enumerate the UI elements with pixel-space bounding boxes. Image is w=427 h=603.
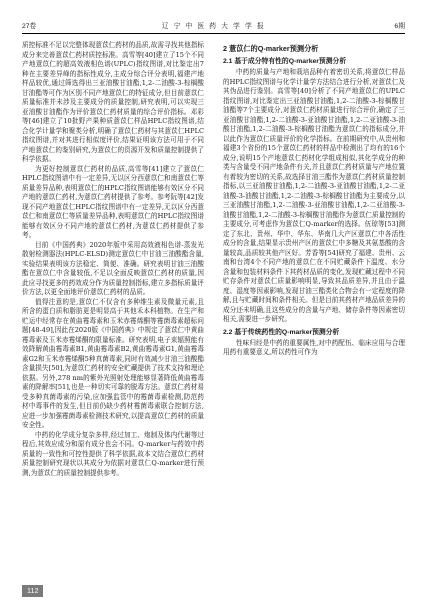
paragraph: 性味归经是中药的重要属性,对中药配伍、临床应用与合理用药有重要意义,所以药性可作为: [223, 338, 405, 356]
page-number: 112: [22, 585, 43, 597]
subsection-heading: 2.2 基于传统药性的Q-marker预测分析: [223, 328, 340, 336]
paragraph: 中药的质量与产地和栽培品种有着密切关系,将薏苡仁样品的HPLC指纹图谱与化学计量学方法结合进行分析,对薏苡仁及其伪品进行鉴别。高雪等[40]分析了不同产地薏苡仁的UPLC指纹图谱,对比鉴定出三亚油酸甘油酯,1,2-二油酸-3-棕榈酸甘油酯等7个主要成分,对薏苡仁药材质量进行综合评价,确定了三亚油酸甘油酯,1,2-二油酸-3-亚油酸甘油酯,1,2-二亚油酸-3-油酸甘油酯,1,2-二油酸-3-棕榈酸甘油酯为薏苡仁的指标成分,并以此作为薏苡仁质量评价的化学指标。在前期研究中,从贵州和福建3个省份的15个薏苡仁药材的样品中检测出了均有的16个成分,说明15个产地薏苡仁药材化学组成相似,其化学成分的种类与含量受不同产地条件有关,并且薏苡仁药材质量与产地位置有着较为密切的关系,故选择甘油三酯作为薏苡仁药材质量控制指标,以三亚油酸甘油酯,1,2-二油酸-3-亚油酸甘油酯,1,2-二亚油酸-3-油酸甘油酯,1,2-二油酸-3-棕榈酸甘油酯为主要成分,以三亚油酸甘油酯,1,2-二油酸-3-亚油酸甘油酯,1,2-二亚油酸-3-油酸甘油酯,1,2-二油酸-3-棕榈酸甘油酯作为薏苡仁质量控制的主要成分,可考虑作为薏苡仁Q-marker的选择。伍琼等[53]测定了东北、贵州、华中、华东、华南几大产区薏苡仁中各活性成分的含量,结果显示贵州产区的薏苡仁中多糖及其氨基酸的含量较高,品质较其他产区好。芳香等[54]研究了福建、贵州、云南和台湾4个不同产地的薏苡仁在不同贮藏条件下温度、水分含量和包装材料条件下其药材品质的变化,发现贮藏过程中不同贮存条件对薏苡仁质量影响明显,导致其品质差异,并且由于温度、湿度等因素影响,发现甘油三酯类化合物会有一定程度的降解,且与贮藏时间和条件相关。但是目前其药材产地品质差异的成分还未明确,且这些成分的含量与产地、储存条件等因素密切相关,需要进一步研究。: [223, 68, 405, 323]
paragraph: 值得注意的是,薏苡仁不仅含有多种维生素及微量元素,且所含的蛋白质和脂肪更是明显高于其他禾本科植物。在生产和贮运中经常存在黄曲霉毒素和玉米赤霉烯酮等霉菌毒素超标问题[48-49],因此在2020版《中国药典》中规定了薏苡仁中黄曲霉毒素及玉米赤霉烯酮的限量标准。研究表明,电子束辐照能有效降解黄曲霉毒素B1,黄曲霉毒素B2,黄曲霉毒素G1,黄曲霉毒素G2和玉米赤霉烯酮5种真菌毒素,同时有效减少甘油三油酸酯含量损失[50],为薏苡仁药材的安全贮藏提供了技术支持和理论依据。另外,278 nm的紫外光照射处理能够显著降低黄曲霉毒素的降解率[51],也是一种切实可靠的脱毒方法。薏苡仁药材易受多种真菌毒素的污染,应加强监管中的霉菌毒素检测,防范药材中毒事件的发生,但目前仍缺少药材霉菌毒素联合控制方法,应进一步加强霉菌毒素检测技术研究,以提高薏苡仁药材的质量安全性。: [22, 297, 204, 429]
running-header: [22, 16, 405, 34]
section-heading: 2 薏苡仁的Q-marker预测分析: [223, 44, 319, 53]
paragraph: 目前《中国药典》2020年版中采用高效液相色谱-蒸发光散射检测器法(HPLC-ELSD)测定薏苡仁中甘油三油酸酯含量,实验结果表明该方法稳定、简便、准确。研究表明甘油三油酸酯在薏苡仁中含量较低,不足以全面反映薏苡仁药材的质量,因此应寻找更多的药效成分作为质量控制指标,建立多指标质量评价方法,以更全面地评价薏苡仁药材的品质。: [22, 240, 204, 296]
paragraph: 质控标准不足以完整体现薏苡仁药材的品质,故需寻找其他指标成分来完善薏苡仁药材质控标准。高雪等[40]建立了15个不同产地薏苡仁的超高效液相色谱(UPLC)指纹图谱,对比鉴定出7种在主要差异峰的指标性成分,主成分综合评分表明,福建产地样品较优,通过筛选得出三亚油酸甘油酯,1,2-二油酸-3-棕榈酸甘油酯等可作为区别不同产地薏苡仁的特征成分,但目前薏苡仁质量标准并未涉及主要成分的质量控制,研究表明,可以实现三亚油酸甘油酯作为评价薏苡仁药材质量的综合评价指标。邓彩等[46]建立了10批野产果种质薏苡仁样品HPLC指纹图谱,结合化学计量学和聚类分析,明确了薏苡仁药材与其薏苡仁HPLC指纹图谱,并对其进行相似度评价,结果证明该方法可用于不同产地薏苡仁的鉴别研究,为薏苡仁的资源开发和质量控制提供了科学依据。: [22, 41, 204, 163]
left-column: [22, 41, 204, 578]
paragraph: 为更好控制薏苡仁药材的品质,高雪等[41]建立了薏苡仁HPLC指纹图谱中有一定差异,无以区分西薏苡仁和南薏苡仁等质量差异品种,表明薏苡仁的HPLC指纹图谱能够有效区分不同产地的薏苡仁药材,为薏苡仁药材提供了参考。参考阮等[42]发现不同产地薏苡仁HPLC指纹图谱中有一定差异,无以区分西薏苡仁和南薏苡仁等质量差异品种,表明薏苡仁的HPLC指纹图谱能够有效区分不同产地的薏苡仁药材,为薏苡仁药材提供了参考。: [22, 164, 204, 239]
issue-label: 6期: [394, 23, 405, 30]
volume-label: 27卷: [22, 23, 37, 30]
journal-title: 辽 宁 中 医 药 大 学 学 报: [161, 23, 266, 30]
subsection-heading: 2.1 基于成分特有性的Q-marker预测分析: [223, 58, 347, 65]
paragraph: 中药的化学成分复杂多样,经过加工、炮制及体内代谢等过程后,其效应成分和原有成分也会不同。Q-marker与药效中药质量的一致性和可控性提供了科学依据,故本文结合薏苡仁药材质量控制研究现状以其成分为依据对薏苡仁Q-marker进行预测,为薏苡仁的质量控制提供参考。: [22, 430, 204, 477]
right-column: [223, 41, 405, 578]
